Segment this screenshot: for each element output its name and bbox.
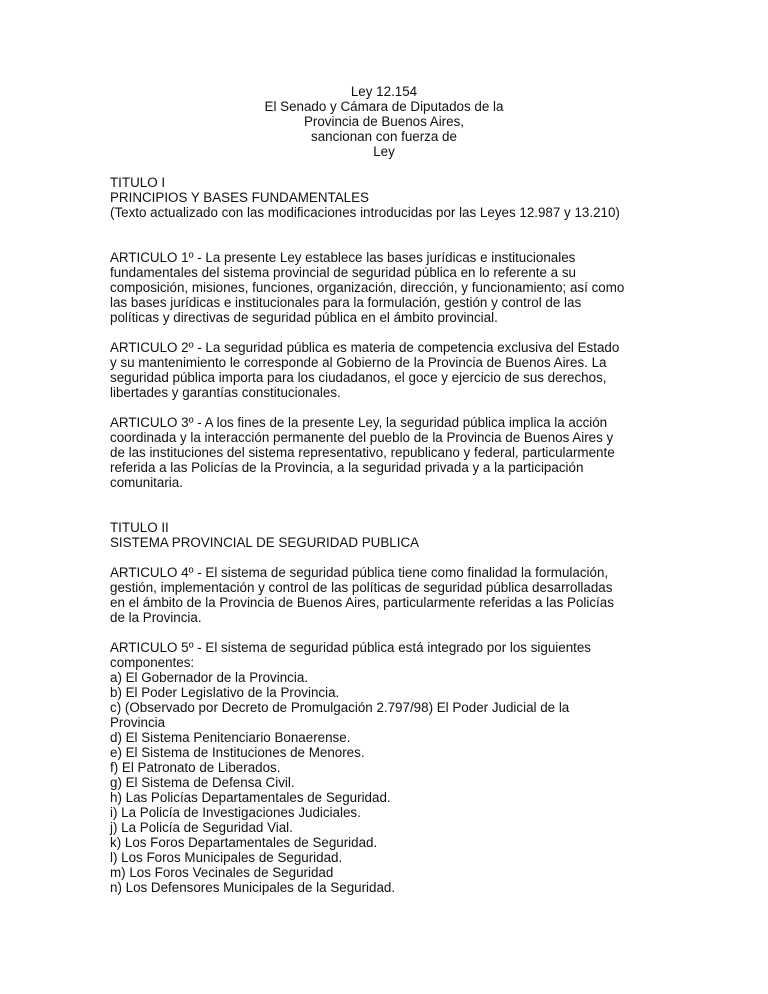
titulo-heading: PRINCIPIOS Y BASES FUNDAMENTALES	[110, 190, 369, 205]
header-line: Provincia de Buenos Aires,	[303, 114, 465, 129]
articulo-2	[110, 340, 710, 400]
list-item: j) La Policía de Seguridad Vial.	[110, 820, 293, 835]
titulo-1	[110, 175, 710, 220]
articulo-4	[110, 565, 710, 625]
list-item: k) Los Foros Departamentales de Seguridad.	[110, 835, 378, 850]
law-number: Ley 12.154	[350, 84, 418, 99]
titulo-2	[110, 520, 710, 550]
paragraph-line: componentes:	[110, 655, 195, 670]
list-item: d) El Sistema Penitenciario Bonaerense.	[110, 730, 351, 745]
paragraph-line: de la Provincia.	[110, 610, 202, 625]
list-item: h) Las Policías Departamentales de Seguridad.	[110, 790, 391, 805]
titulo-heading: SISTEMA PROVINCIAL DE SEGURIDAD PUBLICA	[110, 535, 420, 550]
paragraph-line: ARTICULO 5º - El sistema de seguridad pública está integrado por los siguientes	[110, 640, 592, 655]
header-line: El Senado y Cámara de Diputados de la	[264, 99, 504, 114]
list-item: n) Los Defensores Municipales de la Seguridad.	[110, 880, 396, 895]
header-line: Ley	[373, 144, 395, 159]
list-item: g) El Sistema de Defensa Civil.	[110, 775, 295, 790]
articulo-1	[110, 250, 710, 325]
paragraph-line: composición, misiones, funciones, organización, dirección, y funcionamiento; así como	[110, 280, 625, 295]
list-item: f) El Patronato de Liberados.	[110, 760, 281, 775]
paragraph-line: ARTICULO 4º - El sistema de seguridad pública tiene como finalidad la formulación,	[110, 565, 609, 580]
list-item: a) El Gobernador de la Provincia.	[110, 670, 308, 685]
paragraph-line: las bases jurídicas e institucionales para la formulación, gestión y control de las	[110, 295, 582, 310]
list-item: l) Los Foros Municipales de Seguridad.	[110, 850, 343, 865]
paragraph-line: gestión, implementación y control de las políticas de seguridad pública desarrolladas	[110, 580, 613, 595]
list-item: Provincia	[110, 715, 166, 730]
titulo-label: TITULO II	[110, 520, 169, 535]
paragraph-line: ARTICULO 2º - La seguridad pública es materia de competencia exclusiva del Estado	[110, 340, 620, 355]
paragraph-line: en el ámbito de la Provincia de Buenos Aires, particularmente referidas a las Policías	[110, 595, 614, 610]
document-body	[110, 175, 710, 895]
paragraph-line: y su mantenimiento le corresponde al Gobierno de la Provincia de Buenos Aires. La	[110, 355, 607, 370]
paragraph-line: políticas y directivas de seguridad pública en el ámbito provincial.	[110, 310, 498, 325]
list-item: b) El Poder Legislativo de la Provincia.	[110, 685, 340, 700]
paragraph-line: seguridad pública importa para los ciudadanos, el goce y ejercicio de sus derechos,	[110, 370, 607, 385]
list-item: i) La Policía de Investigaciones Judiciales.	[110, 805, 361, 820]
law-header	[0, 84, 768, 159]
paragraph-line: ARTICULO 3º - A los fines de la presente Ley, la seguridad pública implica la acción	[110, 415, 608, 430]
paragraph-line: referida a las Policías de la Provincia, a la seguridad privada y a la participación	[110, 460, 584, 475]
header-line: sancionan con fuerza de	[311, 129, 457, 144]
list-item: e) El Sistema de Instituciones de Menores.	[110, 745, 365, 760]
list-item: m) Los Foros Vecinales de Seguridad	[110, 865, 334, 880]
paragraph-line: comunitaria.	[110, 475, 183, 490]
articulo-5	[110, 640, 710, 895]
titulo-note: (Texto actualizado con las modificaciones introducidas por las Leyes 12.987 y 13.210)	[110, 205, 620, 220]
paragraph-line: coordinada y la interacción permanente del pueblo de la Provincia de Buenos Aires y	[110, 430, 614, 445]
paragraph-line: libertades y garantías constitucionales.	[110, 385, 341, 400]
paragraph-line: ARTICULO 1º - La presente Ley establece las bases jurídicas e institucionales	[110, 250, 576, 265]
list-item: c) (Observado por Decreto de Promulgación 2.797/98) El Poder Judicial de la	[110, 700, 570, 715]
articulo-3	[110, 415, 710, 490]
paragraph-line: de las instituciones del sistema representativo, republicano y federal, particularmente	[110, 445, 615, 460]
titulo-label: TITULO I	[110, 175, 166, 190]
paragraph-line: fundamentales del sistema provincial de seguridad pública en lo referente a su	[110, 265, 576, 280]
